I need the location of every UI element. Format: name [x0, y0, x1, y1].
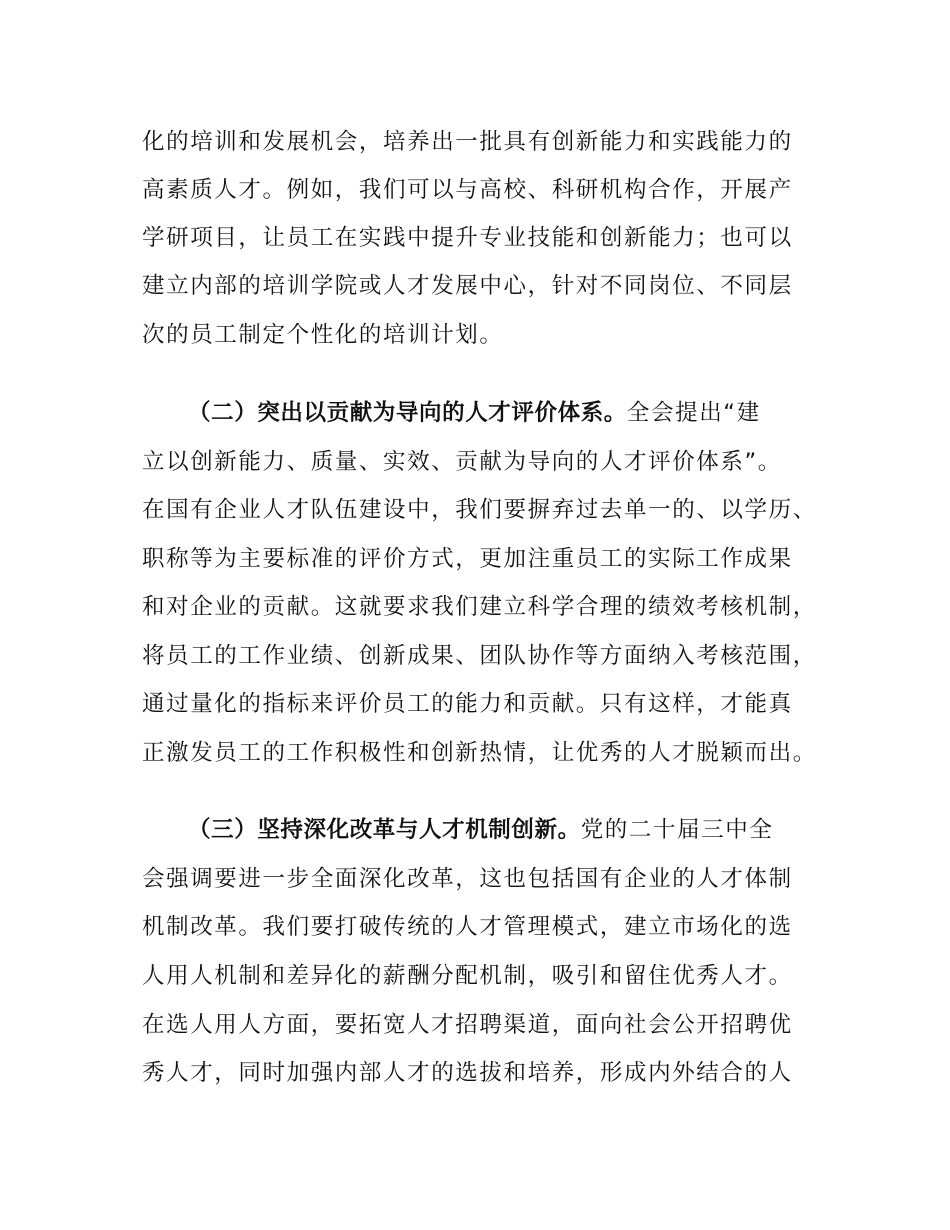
paragraph-line: 立以创新能力、质量、实效、贡献为导向的人才评价体系”。 — [142, 449, 782, 475]
paragraph-line: 秀人才，同时加强内部人才的选拔和培养，形成内外结合的人 — [142, 1060, 793, 1086]
paragraph-line: 和对企业的贡献。这就要求我们建立科学合理的绩效考核机制， — [142, 594, 817, 620]
section-2-first-line — [188, 398, 761, 428]
paragraph-line: 职称等为主要标准的评价方式，更加注重员工的实际工作成果 — [142, 546, 793, 572]
paragraph-line: 在国有企业人才队伍建设中，我们要摒弃过去单一的、以学历、 — [142, 497, 817, 523]
paragraph-line: 会强调要进一步全面深化改革，这也包括国有企业的人才体制 — [142, 866, 793, 892]
section-2-first-line-text: 全会提出“建 — [626, 400, 761, 426]
paragraph-line: 机制改革。我们要打破传统的人才管理模式，建立市场化的选 — [142, 914, 793, 940]
paragraph-line: 建立内部的培训学院或人才发展中心，针对不同岗位、不同层 — [142, 273, 793, 299]
paragraph-line: 次的员工制定个性化的培训计划。 — [142, 322, 504, 348]
paragraph-line: 人用人机制和差异化的薪酬分配机制，吸引和留住优秀人才。 — [142, 963, 793, 989]
paragraph-line: 通过量化的指标来评价员工的能力和贡献。只有这样，才能真 — [142, 691, 793, 717]
paragraph-line: 学研项目，让员工在实践中提升专业技能和创新能力；也可以 — [142, 225, 793, 251]
section-3-heading: （三）坚持深化改革与人才机制创新。 — [188, 817, 581, 843]
paragraph-line: 高素质人才。例如，我们可以与高校、科研机构合作，开展产 — [142, 177, 793, 203]
paragraph-line: 在选人用人方面，要拓宽人才招聘渠道，面向社会公开招聘优 — [142, 1012, 793, 1038]
paragraph-line: 化的培训和发展机会，培养出一批具有创新能力和实践能力的 — [142, 129, 793, 155]
paragraph-line: 正激发员工的工作积极性和创新热情，让优秀的人才脱颖而出。 — [142, 740, 817, 766]
paragraph-line: 将员工的工作业绩、创新成果、团队协作等方面纳入考核范围， — [142, 643, 817, 669]
section-3-first-line — [188, 815, 774, 845]
section-2-heading: （二）突出以贡献为导向的人才评价体系。 — [188, 400, 627, 426]
section-3-first-line-text: 党的二十届三中全 — [580, 817, 774, 843]
